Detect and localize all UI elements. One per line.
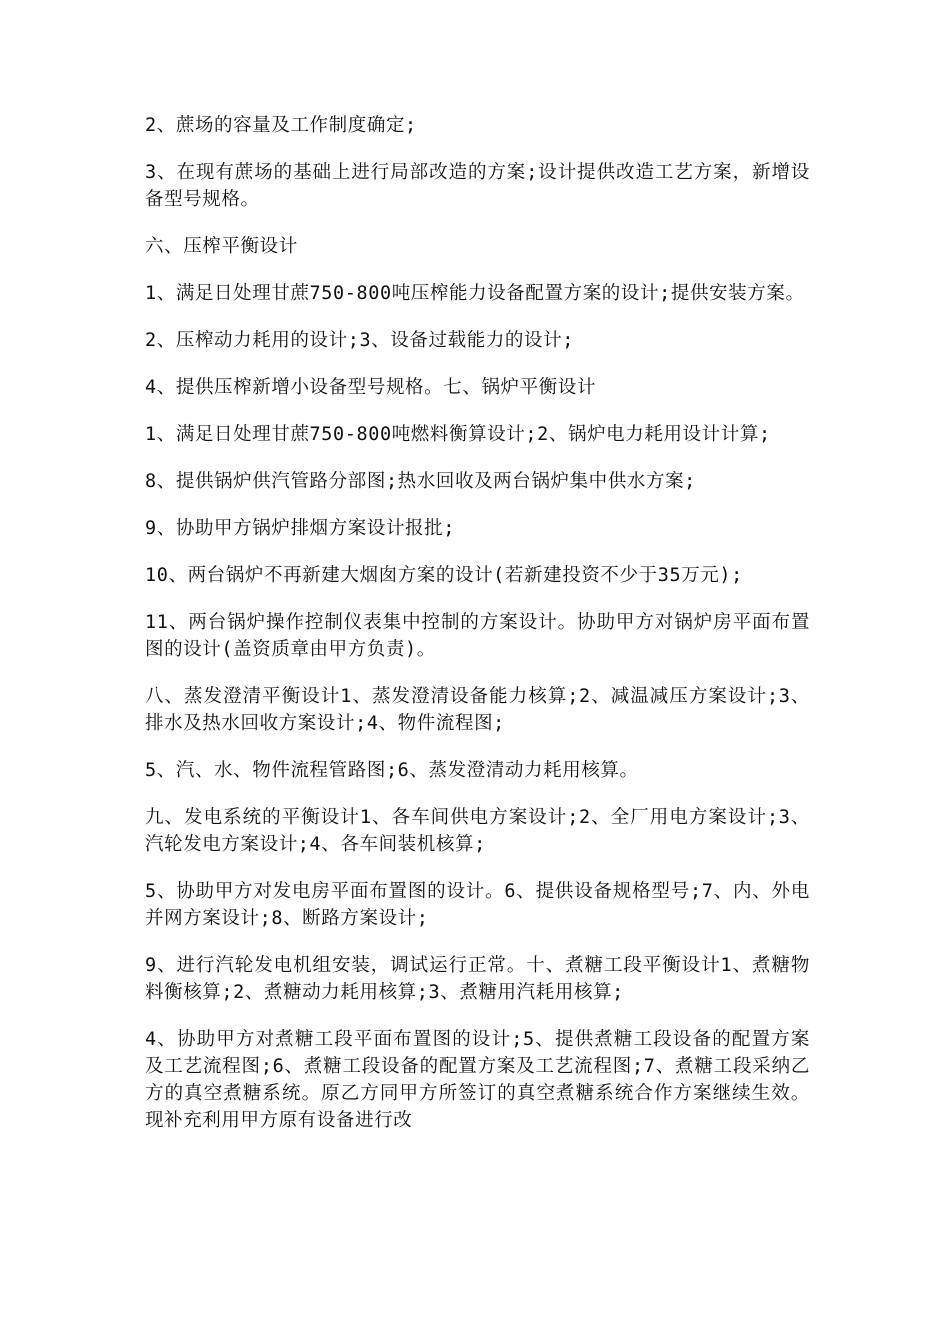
- paragraph-5: 2、压榨动力耗用的设计;3、设备过载能力的设计;: [145, 330, 574, 351]
- paragraph-14: 九、发电系统的平衡设计1、各车间供电方案设计;2、全厂用电方案设计;3、汽轮发电方案设计;4、各车间装机核算;: [145, 807, 810, 855]
- document-body: [145, 112, 810, 1154]
- paragraph-13: 5、汽、水、物件流程管路图;6、蒸发澄清动力耗用核算。: [145, 760, 639, 781]
- paragraph-12: 八、蒸发澄清平衡设计1、蒸发澄清设备能力核算;2、减温减压方案设计;3、排水及热水回收方案设计;4、物件流程图;: [145, 686, 810, 734]
- paragraph-16: 9、进行汽轮发电机组安装，调试运行正常。十、煮糖工段平衡设计1、煮糖物料衡核算;2、煮糖动力耗用核算;3、煮糖用汽耗用核算;: [145, 955, 810, 1003]
- paragraph-11: 11、两台锅炉操作控制仪表集中控制的方案设计。协助甲方对锅炉房平面布置图的设计(盖资质章由甲方负责)。: [145, 612, 810, 660]
- paragraph-15: 5、协助甲方对发电房平面布置图的设计。6、提供设备规格型号;7、内、外电并网方案设计;8、断路方案设计;: [145, 881, 810, 929]
- paragraph-1: 2、蔗场的容量及工作制度确定;: [145, 115, 417, 136]
- paragraph-9: 9、协助甲方锅炉排烟方案设计报批;: [145, 518, 455, 539]
- paragraph-17: 4、协助甲方对煮糖工段平面布置图的设计;5、提供煮糖工段设备的配置方案及工艺流程图;6、煮糖工段设备的配置方案及工艺流程图;7、煮糖工段采纳乙方的真空煮糖系统。原乙方同甲方所签订的真空煮糖系统合作方案继续生效。现补充利用甲方原有设备进行改: [145, 1029, 810, 1131]
- paragraph-2: 3、在现有蔗场的基础上进行局部改造的方案;设计提供改造工艺方案，新增设备型号规格。: [145, 162, 810, 210]
- paragraph-4: 1、满足日处理甘蔗750-800吨压榨能力设备配置方案的设计;提供安装方案。: [145, 283, 805, 304]
- paragraph-8: 8、提供锅炉供汽管路分部图;热水回收及两台锅炉集中供水方案;: [145, 471, 696, 492]
- paragraph-6: 4、提供压榨新增小设备型号规格。七、锅炉平衡设计: [145, 377, 597, 398]
- paragraph-7: 1、满足日处理甘蔗750-800吨燃料衡算设计;2、锅炉电力耗用设计计算;: [145, 424, 771, 445]
- section-heading-6: 六、压榨平衡设计: [145, 236, 298, 257]
- paragraph-10: 10、两台锅炉不再新建大烟囱方案的设计(若新建投资不少于35万元);: [145, 565, 743, 586]
